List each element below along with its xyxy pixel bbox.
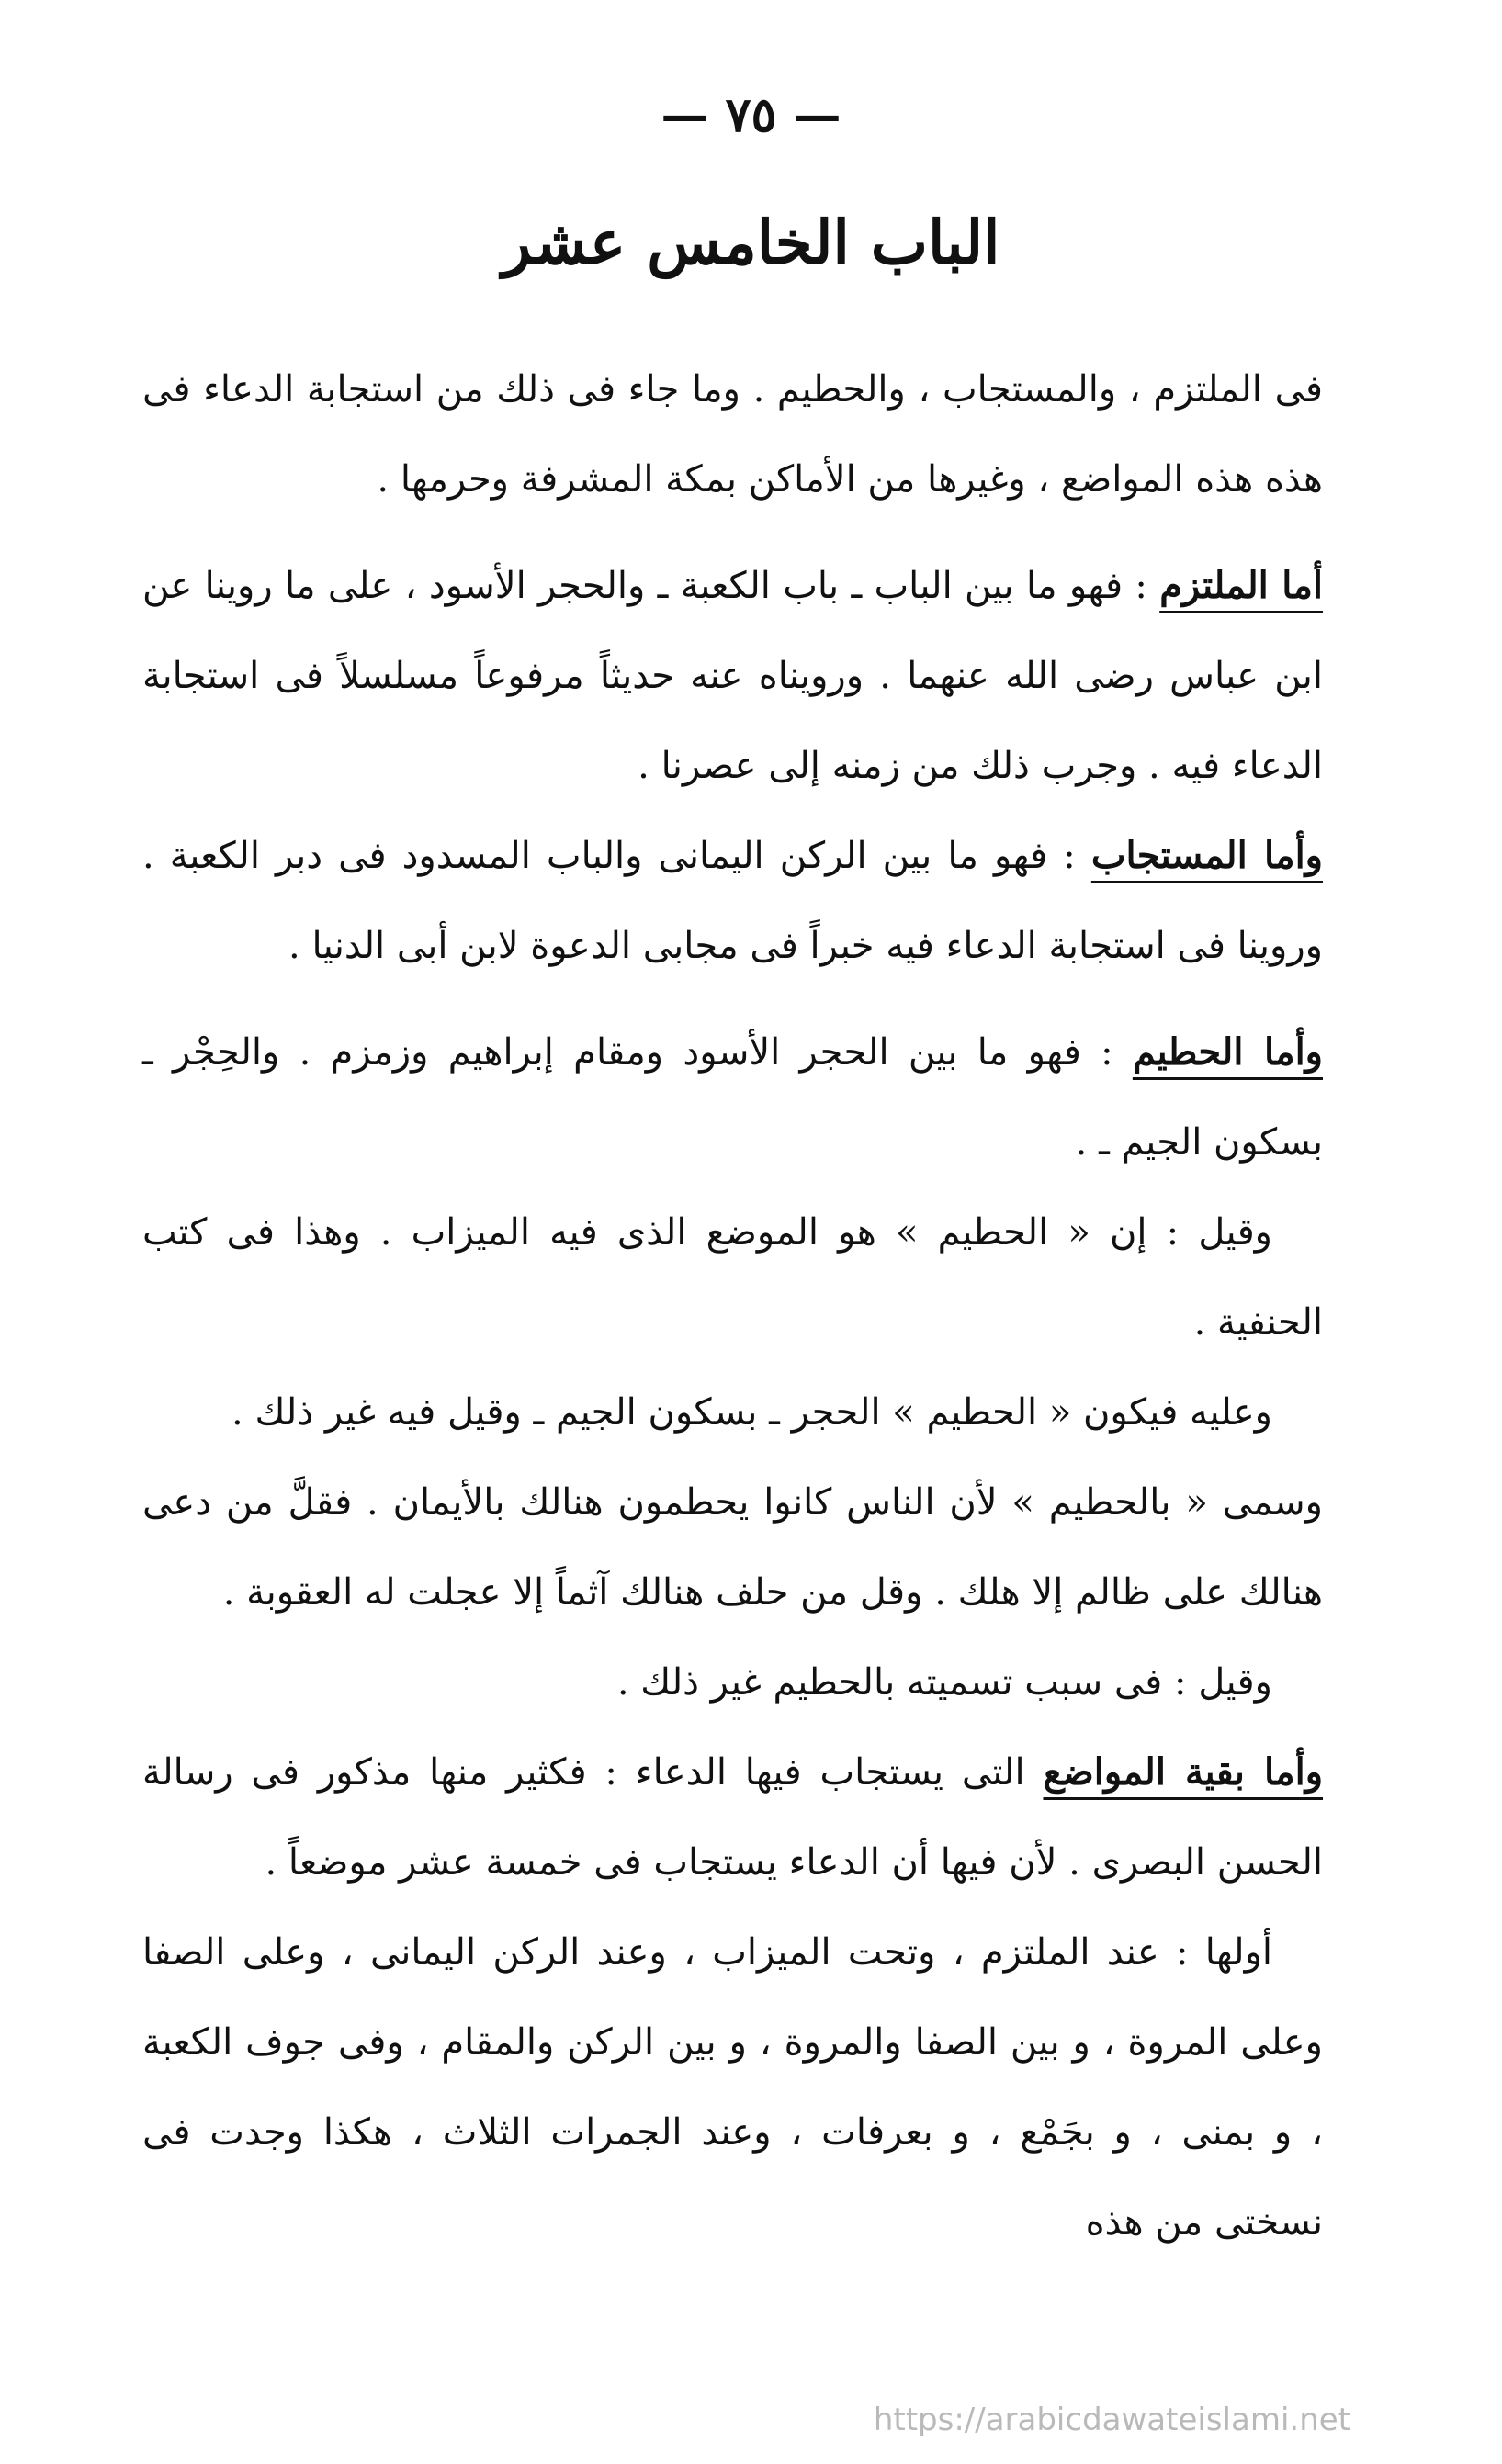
page-number: — ٧٥ — xyxy=(661,87,841,143)
intro-text: فى الملتزم ، والمستجاب ، والحطيم . وما جاء فى ذلك من استجابة الدعاء فى هذه هذه المواضع ، وغيرها من الأماكن بمكة المشرفة وحرمها . xyxy=(142,368,1323,501)
hatim-alayh-paragraph xyxy=(142,1367,1323,1457)
mawadi-text: التى يستجاب فيها الدعاء : فكثير منها مذكور فى رسالة الحسن البصرى . لأن فيها أن الدعاء يستجاب فى خمسة عشر موضعاً . xyxy=(142,1751,1323,1884)
term-multazam: أما الملتزم xyxy=(1159,564,1324,607)
intro-paragraph xyxy=(142,344,1323,524)
awwaluha-paragraph xyxy=(142,1907,1323,2267)
awwaluha-text: أولها : عند الملتزم ، وتحت الميزاب ، وعند الركن اليمانى ، وعلى الصفا وعلى المروة ، و بين الصفا والمروة ، و بين الركن والمقام ، وفى جوف الكعبة ، و بمنى ، و بجَمْع ، و بعرفات ، وعند الجمرات الثلاث ، هكذا وجدت فى نسختى من هذه xyxy=(142,1931,1323,2244)
term-mawadi: وأما بقية المواضع xyxy=(1043,1750,1324,1794)
mustajab-text: : فهو ما بين الركن اليمانى والباب المسدود فى دبر الكعبة . وروينا فى استجابة الدعاء فيه خبراً فى مجابى الدعوة لابن أبى الدنيا . xyxy=(142,835,1323,967)
hatim-sumiya-text: وسمى « بالحطيم » لأن الناس كانوا يحطمون هنالك بالأيمان . فقلَّ من دعى هنالك على ظالم إلا هلك . وقل من حلف هنالك آثماً إلا عجلت له العقوبة . xyxy=(142,1481,1323,1614)
hatim-sumiya-paragraph xyxy=(142,1457,1323,1637)
multazam-text: : فهو ما بين الباب ـ باب الكعبة ـ والحجر الأسود ، على ما روينا عن ابن عباس رضى الله عنهما . ورويناه عنه حديثاً مرفوعاً مسلسلاً فى استجابة الدعاء فيه . وجرب ذلك من زمنه إلى عصرنا . xyxy=(142,565,1323,787)
mustajab-paragraph xyxy=(142,811,1323,991)
hatim-sabab-paragraph xyxy=(142,1637,1323,1727)
hatim-sabab-text: وقيل : فى سبب تسميته بالحطيم غير ذلك . xyxy=(616,1661,1272,1704)
hatim-paragraph xyxy=(142,1007,1323,1187)
term-hatim: وأما الحطيم xyxy=(1132,1030,1324,1074)
source-watermark: https://arabicdawateislami.net xyxy=(873,2402,1350,2438)
page-body xyxy=(142,344,1323,2267)
hatim-qila-text: وقيل : إن « الحطيم » هو الموضع الذى فيه الميزاب . وهذا فى كتب الحنفية . xyxy=(142,1211,1323,1344)
mawadi-paragraph xyxy=(142,1727,1323,1907)
chapter-title: الباب الخامس عشر xyxy=(502,207,1000,278)
hatim-qila-paragraph xyxy=(142,1187,1323,1367)
hatim-alayh-text: وعليه فيكون « الحطيم » الحجر ـ بسكون الجيم ـ وقيل فيه غير ذلك . xyxy=(232,1391,1272,1434)
multazam-paragraph xyxy=(142,541,1323,811)
hatim-text: : فهو ما بين الحجر الأسود ومقام إبراهيم وزمزم . والحِجْر ـ بسكون الجيم ـ . xyxy=(142,1031,1323,1164)
term-mustajab: وأما المستجاب xyxy=(1090,834,1323,877)
